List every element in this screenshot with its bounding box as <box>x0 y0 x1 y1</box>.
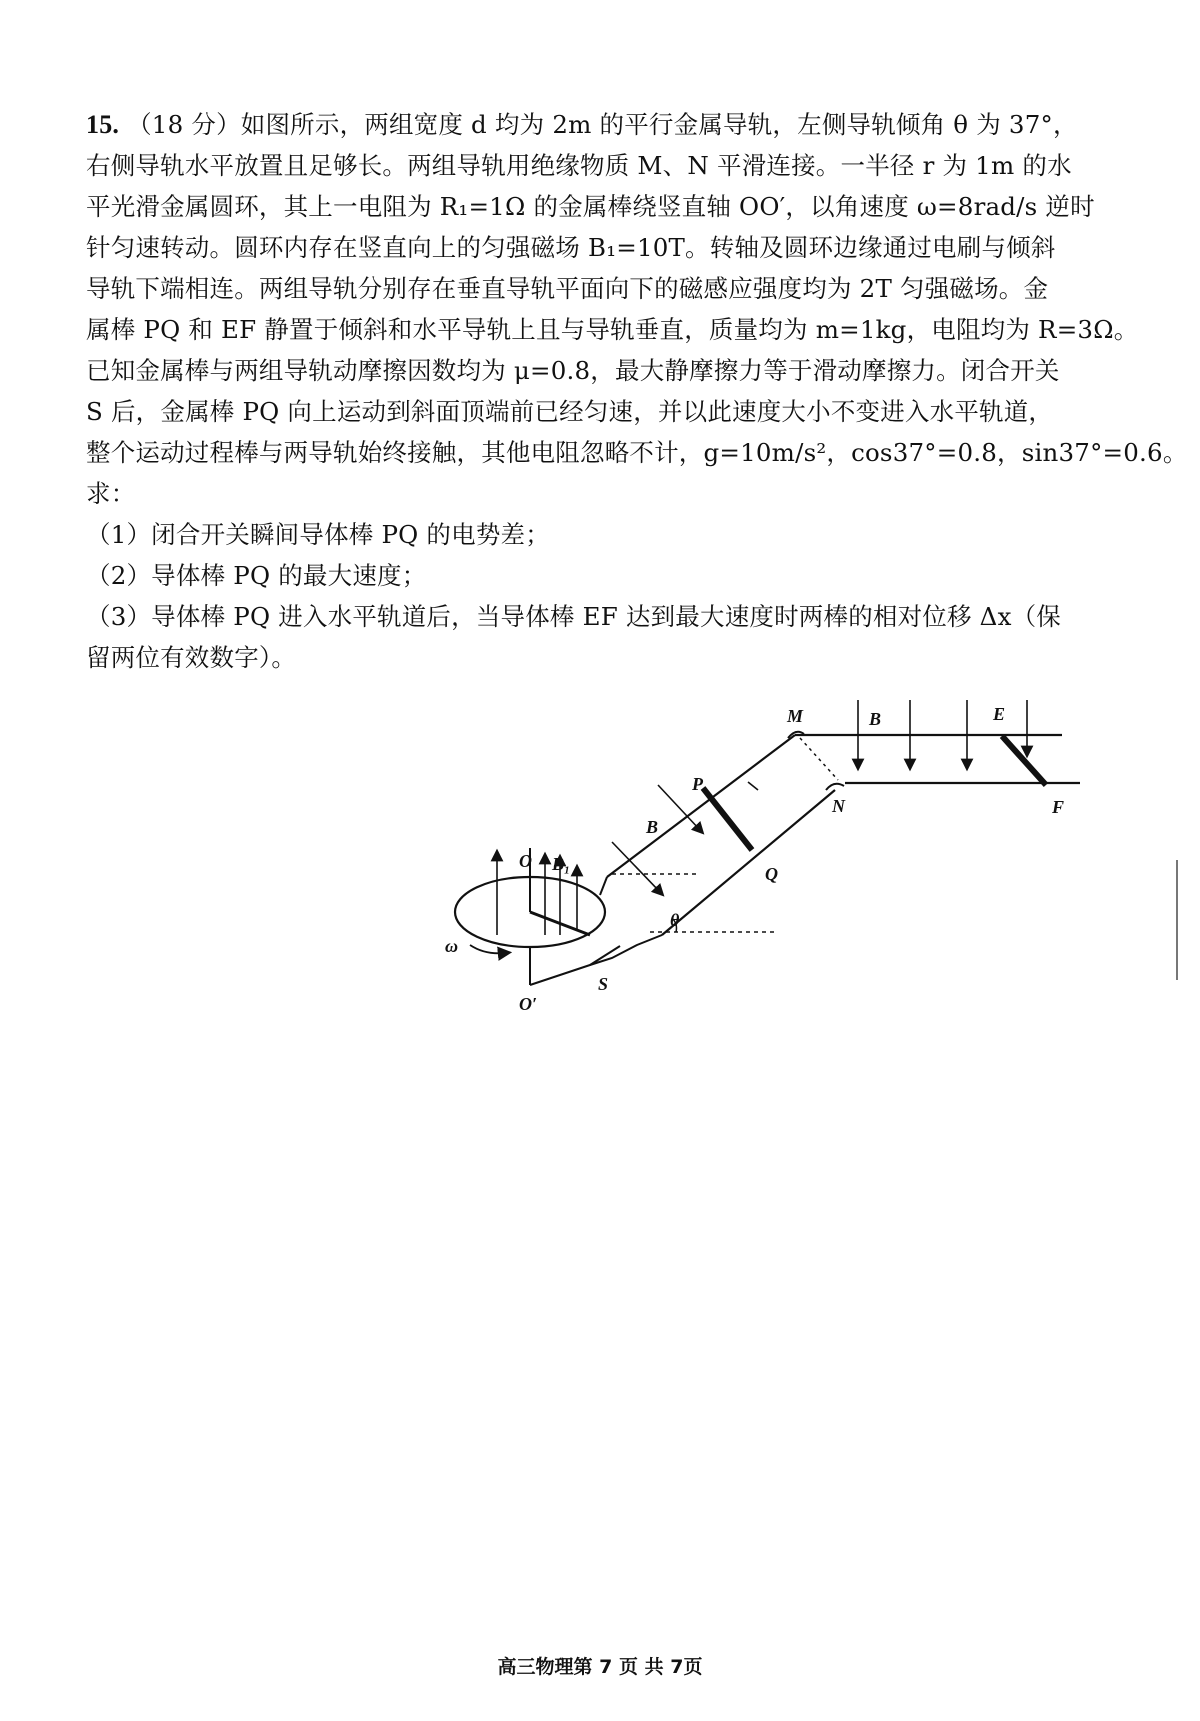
incline-rail-far <box>607 735 795 877</box>
rod-ef <box>1002 736 1046 785</box>
problem-text-line: 属棒 PQ 和 EF 静置于倾斜和水平导轨上且与导轨垂直，质量均为 m=1kg，电阻均为 R=3Ω。 <box>86 315 1139 344</box>
label-q: Q <box>765 864 778 884</box>
problem-text-line: 已知金属棒与两组导轨动摩擦因数均为 μ=0.8，最大静摩擦力等于滑动摩擦力。闭合开关 <box>86 356 1060 385</box>
label-p: P <box>692 774 703 794</box>
rail-diagram <box>420 700 1120 1030</box>
label-omega: ω <box>445 936 459 956</box>
problem-text-line: 整个运动过程棒与两导轨始终接触，其他电阻忽略不计，g=10m/s²，cos37°=0.8，sin37°=0.6。 <box>86 438 1188 467</box>
sub-question-2: （2）导体棒 PQ 的最大速度； <box>86 561 427 590</box>
label-n: N <box>832 796 845 816</box>
label-b-flat: B <box>869 709 882 729</box>
sub-question-3: （3）导体棒 PQ 进入水平轨道后，当导体棒 EF 达到最大速度时两棒的相对位移 Δx（保 <box>86 602 1061 631</box>
problem-text-line: 求： <box>86 479 136 508</box>
rod-pq <box>703 788 752 850</box>
insulator-n <box>826 784 844 790</box>
problem-text-line: 平光滑金属圆环，其上一电阻为 R₁=1Ω 的金属棒绕竖直轴 OO′，以角速度 ω=8rad/s 逆时 <box>86 192 1095 221</box>
label-b1: B₁ <box>552 854 571 874</box>
problem-text-line: 导轨下端相连。两组导轨分别存在垂直导轨平面向下的磁感应强度均为 2T 匀强磁场。金 <box>86 274 1049 303</box>
question-number: 15. <box>86 110 120 139</box>
label-o-prime: O′ <box>519 994 538 1014</box>
problem-text-line: （18 分）如图所示，两组宽度 d 均为 2m 的平行金属导轨，左侧导轨倾角 θ 为 37°， <box>127 110 1078 139</box>
wire-ring <box>600 877 607 895</box>
incline-rail-near <box>662 790 835 935</box>
label-b-incline: B <box>646 817 659 837</box>
problem-15 <box>86 104 1188 678</box>
label-s: S <box>598 974 609 994</box>
problem-text-line: S 后，金属棒 PQ 向上运动到斜面顶端前已经匀速，并以此速度大小不变进入水平轨道， <box>86 397 1054 426</box>
mn-dashed <box>800 738 838 780</box>
problem-text-line: 右侧导轨水平放置且足够长。两组导轨用绝缘物质 M、N 平滑连接。一半径 r 为 1m 的水 <box>86 151 1072 180</box>
page-footer: 高三物理第 7 页 共 7页 <box>497 1656 703 1678</box>
label-e: E <box>993 704 1006 724</box>
scan-edge-mark <box>1176 860 1178 980</box>
label-f: F <box>1052 797 1065 817</box>
wire-axis <box>530 935 662 985</box>
sub-question-3-continued: 留两位有效数字）。 <box>86 643 297 672</box>
label-theta: θ <box>670 910 680 930</box>
label-o: O <box>519 851 532 871</box>
label-m: M <box>787 706 804 726</box>
omega-arrow <box>470 945 505 953</box>
sub-question-1: （1）闭合开关瞬间导体棒 PQ 的电势差； <box>86 520 550 549</box>
problem-text-line: 针匀速转动。圆环内存在竖直向上的匀强磁场 B₁=10T。转轴及圆环边缘通过电刷与倾斜 <box>86 233 1056 262</box>
problem-line-1 <box>86 104 1116 145</box>
